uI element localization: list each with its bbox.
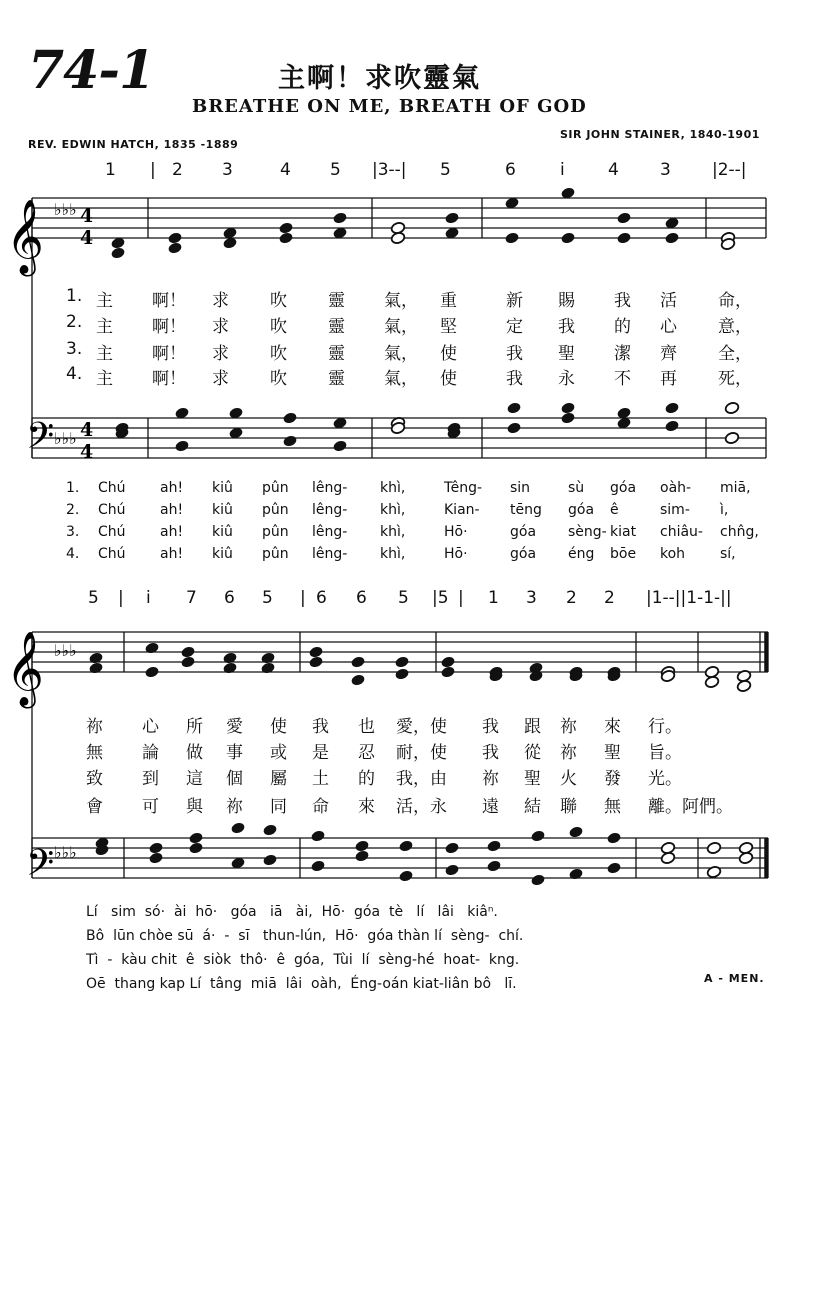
lyric-syllable: 光。 [648,769,682,789]
jianpu-note: | [300,588,306,608]
lyric-syllable: kiû [212,502,233,518]
lyric-syllable: 祢 [226,797,243,817]
note-head [664,231,679,244]
note-head [568,825,583,838]
lyric-syllable: 愛 [226,717,243,737]
note-head [444,211,459,224]
lyric-syllable: 祢 [482,769,499,789]
lyric-syllable: 心 [142,717,159,737]
lyric-syllable: 是 [312,743,329,763]
lyric-syllable: Chú [98,524,126,540]
lyric-syllable: 可 [142,797,159,817]
note-head [222,661,237,674]
note-head [282,411,297,424]
note-head [706,865,721,878]
note-head [664,419,679,432]
lyric-syllable: 同 [270,797,287,817]
lyric-syllable: 意， [718,317,752,337]
lyric-syllable: 我 [558,317,575,337]
note-head [398,869,413,882]
lyric-syllable: 氣， [384,317,418,337]
bass-clef-icon: 𝄢 [26,415,55,466]
words-credit: REV. EDWIN HATCH, 1835 -1889 [28,138,239,151]
note-head [110,246,125,259]
note-head [504,231,519,244]
lyric-syllable: 重 [440,291,457,311]
jianpu-note: | [118,588,124,608]
lyric-syllable: 3. [66,524,80,540]
note-head [704,675,719,688]
lyric-syllable: 耐，使 [396,743,447,763]
lyric-syllable: sin [510,480,531,496]
note-head [736,679,751,692]
lyric-syllable: 求 [212,317,229,337]
lyric-syllable: khì, [380,546,406,562]
jianpu-note: | [150,160,156,180]
lyric-syllable: 發 [604,769,621,789]
note-head [222,651,237,664]
lyric-syllable: 心 [660,317,677,337]
note-head [560,231,575,244]
note-head [308,655,323,668]
lyric-syllable: 2. [66,312,83,332]
lyric-syllable: 啊！ [152,369,186,389]
lyric-syllable: 忍 [358,743,375,763]
lyric-syllable: 遠 [482,797,499,817]
lyric-syllable: 火 [560,769,577,789]
lyric-syllable: Têng- [444,480,483,496]
lyric-syllable: 1. [66,286,83,306]
lyric-syllable: 靈 [328,291,345,311]
lyric-syllable: lêng- [312,546,348,562]
lyric-syllable: 聖 [558,344,575,364]
lyric-syllable: 旨。 [648,743,682,763]
flat-icon: ♭♭♭ [54,429,77,448]
note-head [167,231,182,244]
note-head [506,401,521,414]
lyric-syllable: 靈 [328,344,345,364]
note-head [88,661,103,674]
note-head [310,829,325,842]
lyric-syllable: oàh- [660,480,692,496]
lyric-syllable: bōe [610,546,637,562]
flat-icon: ♭♭♭ [54,641,77,660]
lyric-syllable: 永 [558,369,575,389]
note-head [616,231,631,244]
lyric-syllable: kiû [212,524,233,540]
note-head [506,421,521,434]
lyric-syllable: 吹 [270,317,287,337]
lyric-syllable: 1. [66,480,80,496]
lyric-syllable: 致 [86,769,103,789]
note-head [260,651,275,664]
poj-lyric-line: Oē thang kap Lí tâng miā lâi oàh, Éng-oán kiat-liân bô lī. [86,976,517,992]
lyric-syllable: 與 [186,797,203,817]
lyric-syllable: 堅 [440,317,457,337]
lyric-syllable: 使 [440,344,457,364]
note-head [262,853,277,866]
jianpu-note: 2 [566,588,577,608]
lyric-syllable: 吹 [270,344,287,364]
jianpu-note: 3 [526,588,537,608]
jianpu-note: 3 [660,160,671,180]
lyric-syllable: 離。阿們。 [648,797,733,817]
lyric-syllable: 來 [358,797,375,817]
time-signature-top: 4 [80,205,94,227]
jianpu-note: 6 [224,588,235,608]
jianpu-note: 6 [356,588,367,608]
note-head [486,839,501,852]
flat-icon: ♭♭♭ [54,200,77,219]
note-head [606,861,621,874]
note-head [174,439,189,452]
note-head [706,841,721,854]
note-head [616,211,631,224]
lyric-syllable: 事 [226,743,243,763]
note-head [188,841,203,854]
lyric-syllable: khì, [380,480,406,496]
note-head [444,841,459,854]
note-head [167,241,182,254]
lyric-syllable: 祢 [560,717,577,737]
lyric-syllable: Hō· [444,524,468,540]
jianpu-note: 5 [262,588,273,608]
lyric-syllable: 使 [270,717,287,737]
lyric-syllable: ì, [720,502,729,518]
lyric-syllable: 會 [86,797,103,817]
lyric-syllable: 到 [142,769,159,789]
jianpu-note: |3--| [372,160,407,180]
note-head [144,665,159,678]
note-head [440,655,455,668]
lyric-syllable: Chú [98,502,126,518]
note-head [354,839,369,852]
note-head [310,859,325,872]
jianpu-note: |1--||1-1-|| [646,588,732,608]
lyric-syllable: 我 [506,344,523,364]
music-credit: SIR JOHN STAINER, 1840-1901 [560,128,760,141]
lyric-syllable: lêng- [312,480,348,496]
lyric-syllable: 靈 [328,369,345,389]
lyric-syllable: 結 [524,797,541,817]
note-head [148,841,163,854]
treble-clef-icon: 𝄞 [6,632,44,706]
lyric-syllable: 這 [186,769,203,789]
note-head [350,655,365,668]
lyric-syllable: 3. [66,339,83,359]
lyric-syllable: 求 [212,344,229,364]
lyric-syllable: 我 [312,717,329,737]
lyric-syllable: 我 [482,743,499,763]
lyric-syllable: 使 [440,369,457,389]
lyric-syllable: 不 [614,369,631,389]
lyric-syllable: 潔 [614,344,631,364]
note-head [278,231,293,244]
note-head [188,831,203,844]
lyric-syllable: ah! [160,524,184,540]
lyric-syllable: góa [510,524,537,540]
jianpu-note: i [146,588,151,608]
lyric-syllable: 的 [358,769,375,789]
lyric-syllable: kiat [610,524,637,540]
lyric-syllable: kiû [212,480,233,496]
lyric-syllable: 土 [312,769,329,789]
jianpu-note: 6 [505,160,516,180]
note-head [390,231,405,244]
note-head [262,823,277,836]
lyric-syllable: 靈 [328,317,345,337]
lyric-syllable: 也 [358,717,375,737]
amen-label: A - MEN. [704,972,765,985]
note-head [394,667,409,680]
flat-icon: ♭♭♭ [54,843,77,862]
lyric-syllable: 從 [524,743,541,763]
note-head [444,863,459,876]
jianpu-note: 3 [222,160,233,180]
lyric-syllable: 4. [66,364,83,384]
note-head [282,434,297,447]
note-head [606,831,621,844]
lyric-syllable: 主 [96,291,113,311]
lyric-syllable: 主 [96,369,113,389]
lyric-syllable: 再 [660,369,677,389]
lyric-syllable: 定 [506,317,523,337]
lyric-syllable: 聯 [560,797,577,817]
lyric-syllable: pûn [262,480,289,496]
jianpu-note: 1 [105,160,116,180]
note-head [530,829,545,842]
lyric-syllable: 做 [186,743,203,763]
lyric-syllable: ê [610,502,619,518]
note-head [308,645,323,658]
jianpu-note: 5 [330,160,341,180]
lyric-syllable: éng [568,546,595,562]
lyric-syllable: sèng- [568,524,607,540]
note-head [350,673,365,686]
jianpu-note: i [560,160,565,180]
note-head [88,651,103,664]
lyric-syllable: pûn [262,524,289,540]
lyric-syllable: 吹 [270,291,287,311]
note-head [560,401,575,414]
lyric-syllable: 活 [660,291,677,311]
note-head [278,221,293,234]
jianpu-note: 5 [88,588,99,608]
note-head [568,867,583,880]
lyric-syllable: 無 [86,743,103,763]
lyric-syllable: ah! [160,546,184,562]
lyric-syllable: 我 [506,369,523,389]
lyric-syllable: 愛，使 [396,717,447,737]
note-head [738,851,753,864]
lyric-syllable: 新 [506,291,523,311]
lyric-syllable: 聖 [524,769,541,789]
lyric-syllable: 無 [604,797,621,817]
lyric-syllable: 跟 [524,717,541,737]
lyric-syllable: 屬 [270,769,287,789]
lyric-syllable: 命， [718,291,752,311]
jianpu-note: 2 [604,588,615,608]
lyric-syllable: 氣， [384,369,418,389]
poj-lyric-line: Bô lūn chòe sū á· - sī thun-lún, Hō· góa thàn lí sèng- chí. [86,928,524,944]
lyric-syllable: miā, [720,480,751,496]
note-head [486,859,501,872]
lyric-syllable: sí, [720,546,736,562]
note-head [354,849,369,862]
lyric-syllable: góa [510,546,537,562]
lyric-syllable: 求 [212,369,229,389]
note-head [230,821,245,834]
lyric-syllable: pûn [262,502,289,518]
lyric-syllable: chn̂g, [720,524,759,540]
jianpu-note: |5 [432,588,449,608]
note-head [398,839,413,852]
jianpu-note: 5 [440,160,451,180]
treble-clef-icon: 𝄞 [6,200,44,274]
note-head [664,401,679,414]
lyric-syllable: chiâu- [660,524,703,540]
bass-clef-icon: 𝄢 [26,842,55,893]
lyric-syllable: Hō· [444,546,468,562]
lyric-syllable: 或 [270,743,287,763]
jianpu-note: | [458,588,464,608]
time-signature-bottom: 4 [80,441,94,463]
jianpu-note: 7 [186,588,197,608]
lyric-syllable: 求 [212,291,229,311]
note-head [260,661,275,674]
note-head [560,411,575,424]
lyric-syllable: 主 [96,317,113,337]
jianpu-note: 4 [608,160,619,180]
lyric-syllable: 所 [186,717,203,737]
lyric-syllable: 死， [718,369,752,389]
lyric-syllable: 行。 [648,717,682,737]
note-head [148,851,163,864]
jianpu-note: 1 [488,588,499,608]
note-head [394,655,409,668]
lyric-syllable: 聖 [604,743,621,763]
lyric-syllable: 命 [312,797,329,817]
lyric-syllable: tēng [510,502,542,518]
lyric-syllable: Chú [98,546,126,562]
jianpu-note: 6 [316,588,327,608]
lyric-syllable: 我 [614,291,631,311]
lyric-syllable: 我 [482,717,499,737]
title-chinese: 主啊！求吹靈氣 [278,63,481,94]
lyric-syllable: 的 [614,317,631,337]
lyric-syllable: lêng- [312,502,348,518]
lyric-syllable: 啊！ [152,291,186,311]
lyric-syllable: ah! [160,502,184,518]
lyric-syllable: pûn [262,546,289,562]
jianpu-note: 4 [280,160,291,180]
lyric-syllable: ah! [160,480,184,496]
lyric-syllable: sim- [660,502,690,518]
lyric-syllable: 齊 [660,344,677,364]
lyric-syllable: 來 [604,717,621,737]
lyric-syllable: 氣， [384,344,418,364]
lyric-syllable: 氣， [384,291,418,311]
jianpu-note: 2 [172,160,183,180]
lyric-syllable: 全， [718,344,752,364]
jianpu-note: |2--| [712,160,747,180]
lyric-syllable: 我，由 [396,769,447,789]
poj-lyric-line: Tì - kàu chit ê siòk thô· ê góa, Tùi lí sèng-hé hoat- kng. [86,952,520,968]
note-head [724,431,739,444]
lyric-syllable: 個 [226,769,243,789]
lyric-syllable: góa [610,480,637,496]
lyric-syllable: sù [568,480,585,496]
lyric-syllable: 啊！ [152,344,186,364]
lyric-syllable: 2. [66,502,80,518]
note-head [180,645,195,658]
lyric-syllable: 吹 [270,369,287,389]
lyric-syllable: 4. [66,546,80,562]
lyric-syllable: 啊！ [152,317,186,337]
note-head [332,439,347,452]
note-head [144,641,159,654]
note-head [530,873,545,886]
lyric-syllable: khì, [380,524,406,540]
lyric-syllable: Chú [98,480,126,496]
lyric-syllable: Kian- [444,502,480,518]
lyric-syllable: khì, [380,502,406,518]
lyric-syllable: góa [568,502,595,518]
hymn-number: 74-1 [28,40,155,101]
note-head [724,401,739,414]
note-head [440,665,455,678]
lyric-syllable: 祢 [86,717,103,737]
time-signature-bottom: 4 [80,227,94,249]
jianpu-note: 5 [398,588,409,608]
poj-lyric-line: Lí sim só· ài hō· góa iā ài, Hō· góa tè lí lâi kiâⁿ. [86,904,498,920]
lyric-syllable: 祢 [560,743,577,763]
time-signature-top: 4 [80,419,94,441]
title-english: BREATHE ON ME, BREATH OF GOD [192,96,587,117]
lyric-syllable: lêng- [312,524,348,540]
note-head [660,851,675,864]
lyric-syllable: kiû [212,546,233,562]
lyric-syllable: 論 [142,743,159,763]
lyric-syllable: koh [660,546,686,562]
lyric-syllable: 賜 [558,291,575,311]
lyric-syllable: 活，永 [396,797,447,817]
note-head [332,211,347,224]
lyric-syllable: 主 [96,344,113,364]
note-head [180,655,195,668]
